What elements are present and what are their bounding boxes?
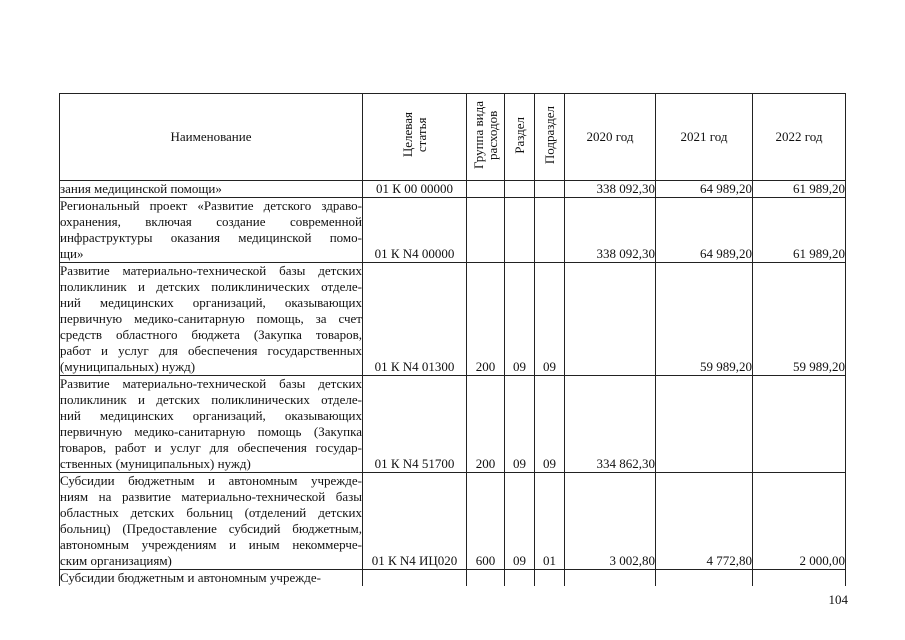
row-expense-group [467,198,505,263]
table-row [60,570,846,587]
row-name-line: охранения, включая создание современной [60,214,362,229]
row-name-line: зания медицинской помощи» [60,181,222,196]
budget-table [59,93,846,586]
row-subsection: 01 [535,473,565,570]
row-name [60,263,363,376]
row-value-2020 [565,570,656,587]
row-name-line: поликлиник и детских поликлинических отделе- [60,392,362,407]
row-expense-group: 600 [467,473,505,570]
row-name-line: ний медицинских организаций, оказывающих [60,295,362,310]
row-value-2020: 3 002,80 [565,473,656,570]
row-section: 09 [505,376,535,473]
row-value-2022: 61 989,20 [753,198,846,263]
row-value-2022 [753,570,846,587]
row-value-2022: 2 000,00 [753,473,846,570]
row-value-2021 [656,376,753,473]
row-name [60,181,363,198]
row-target-article: 01 К 00 00000 [363,181,467,198]
table-row [60,181,846,198]
row-value-2021: 4 772,80 [656,473,753,570]
row-value-2020: 334 862,30 [565,376,656,473]
table-row [60,198,846,263]
row-name-line: больниц) (Предоставление субсидий бюджетным, [60,521,362,536]
row-name-line: автономным учреждениям и иным некоммерче- [60,537,362,552]
row-expense-group: 200 [467,263,505,376]
row-name-line: поликлиник и детских поликлинических отделе- [60,279,362,294]
header-2020: 2020 год [565,94,656,181]
row-name-line: Развитие материально-технической базы детских [60,263,362,278]
row-value-2021: 64 989,20 [656,181,753,198]
row-name [60,198,363,263]
table-row [60,263,846,376]
row-expense-group: 200 [467,376,505,473]
row-name-line: инфраструктуры оказания медицинской помо- [60,230,362,245]
row-name-line: Субсидии бюджетным и автономным учрежде- [60,473,362,488]
row-target-article: 01 К N4 51700 [363,376,467,473]
header-section: Раздел [505,94,535,181]
row-value-2020: 338 092,30 [565,181,656,198]
row-subsection [535,198,565,263]
table-header-row [60,94,846,181]
header-expense-group: Группа вида расходов [467,94,505,181]
header-target-article: Целевая статья [363,94,467,181]
row-value-2020: 338 092,30 [565,198,656,263]
row-name-line: Субсидии бюджетным и автономным учрежде- [60,570,321,585]
row-value-2022: 61 989,20 [753,181,846,198]
row-name [60,473,363,570]
row-value-2021 [656,570,753,587]
table-row [60,376,846,473]
row-value-2022: 59 989,20 [753,263,846,376]
row-section [505,198,535,263]
row-value-2021: 59 989,20 [656,263,753,376]
row-subsection [535,181,565,198]
page-number: 104 [828,592,848,607]
header-subsection: Подраздел [535,94,565,181]
row-subsection [535,570,565,587]
row-name-line: ственных (муниципальных) нужд) [60,456,251,471]
row-section [505,570,535,587]
row-target-article [363,570,467,587]
header-2022: 2022 год [753,94,846,181]
row-section [505,181,535,198]
row-name-line: ским организациям) [60,553,172,568]
row-value-2020 [565,263,656,376]
row-subsection: 09 [535,376,565,473]
row-name [60,570,363,587]
row-expense-group [467,570,505,587]
row-subsection: 09 [535,263,565,376]
row-target-article: 01 К N4 01300 [363,263,467,376]
row-name-line: ниям на развитие материально-технической базы [60,489,362,504]
header-2021: 2021 год [656,94,753,181]
row-target-article: 01 К N4 00000 [363,198,467,263]
row-target-article: 01 К N4 ИЦ020 [363,473,467,570]
row-name-line: (муниципальных) нужд) [60,359,196,374]
row-name [60,376,363,473]
row-name-line: первичную медико-санитарную помощь, за счет [60,311,362,326]
row-name-line: товаров, работ и услуг для обеспечения государ- [60,440,362,455]
row-section: 09 [505,473,535,570]
row-name-line: средств областного бюджета (Закупка товаров, [60,327,362,342]
header-name: Наименование [60,94,363,181]
row-name-line: щи» [60,246,84,261]
row-name-line: первичную медико-санитарную помощь (Закупка [60,424,362,439]
row-name-line: ний медицинских организаций, оказывающих [60,408,362,423]
row-value-2022 [753,376,846,473]
row-value-2021: 64 989,20 [656,198,753,263]
row-name-line: областных детских больниц (отделений детских [60,505,362,520]
row-name-line: работ и услуг для обеспечения государственных [60,343,362,358]
row-expense-group [467,181,505,198]
row-name-line: Развитие материально-технической базы детских [60,376,362,391]
table-row [60,473,846,570]
row-section: 09 [505,263,535,376]
row-name-line: Региональный проект «Развитие детского здраво- [60,198,362,213]
